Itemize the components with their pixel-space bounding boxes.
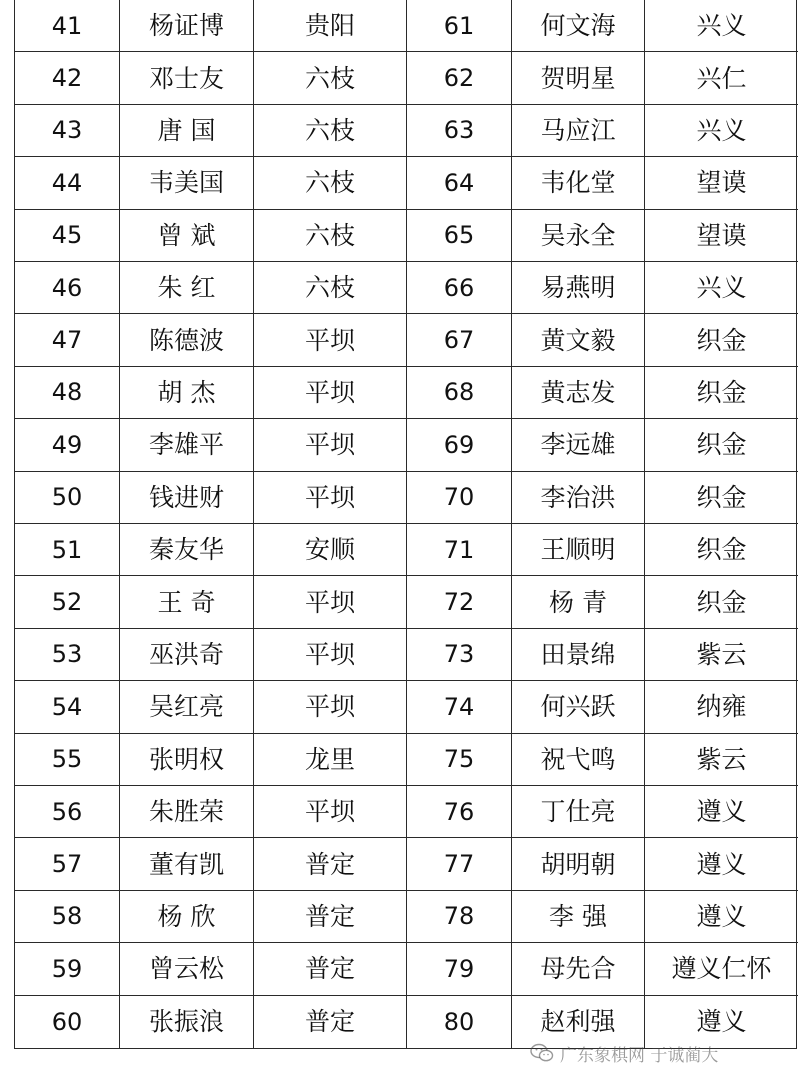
player-place: 平坝 bbox=[254, 576, 407, 628]
player-number: 65 bbox=[407, 210, 512, 262]
player-name: 易燕明 bbox=[512, 262, 645, 314]
player-number: 51 bbox=[15, 524, 120, 576]
player-place: 兴义 bbox=[645, 105, 798, 157]
player-number: 48 bbox=[15, 367, 120, 419]
player-place: 兴义 bbox=[645, 0, 798, 52]
player-number: 72 bbox=[407, 576, 512, 628]
player-name: 李雄平 bbox=[120, 419, 254, 471]
player-place: 六枝 bbox=[254, 52, 407, 104]
player-name: 杨 青 bbox=[512, 576, 645, 628]
player-number: 67 bbox=[407, 314, 512, 366]
player-number: 45 bbox=[15, 210, 120, 262]
player-place: 织金 bbox=[645, 419, 798, 471]
player-name: 何文海 bbox=[512, 0, 645, 52]
player-name: 胡明朝 bbox=[512, 838, 645, 890]
player-place: 六枝 bbox=[254, 262, 407, 314]
player-name: 陈德波 bbox=[120, 314, 254, 366]
player-number: 77 bbox=[407, 838, 512, 890]
player-place: 织金 bbox=[645, 472, 798, 524]
watermark-text: 广东象棋网 于诚蔺大 bbox=[560, 1045, 719, 1066]
player-number: 55 bbox=[15, 734, 120, 786]
player-name: 钱进财 bbox=[120, 472, 254, 524]
player-number: 56 bbox=[15, 786, 120, 838]
player-number: 68 bbox=[407, 367, 512, 419]
player-place: 兴义 bbox=[645, 262, 798, 314]
player-number: 49 bbox=[15, 419, 120, 471]
player-number: 58 bbox=[15, 891, 120, 943]
player-place: 普定 bbox=[254, 891, 407, 943]
player-name: 韦化堂 bbox=[512, 157, 645, 209]
player-place: 遵义 bbox=[696, 1007, 747, 1037]
player-name: 曾云松 bbox=[120, 943, 254, 995]
player-number: 61 bbox=[407, 0, 512, 52]
player-name: 唐 国 bbox=[120, 105, 254, 157]
player-name: 吴红亮 bbox=[120, 681, 254, 733]
player-name: 杨 欣 bbox=[120, 891, 254, 943]
player-name: 张明权 bbox=[120, 734, 254, 786]
player-name: 王 奇 bbox=[120, 576, 254, 628]
player-name: 朱 红 bbox=[120, 262, 254, 314]
player-number: 43 bbox=[15, 105, 120, 157]
wechat-icon bbox=[530, 1043, 554, 1063]
player-name: 吴永全 bbox=[512, 210, 645, 262]
player-name: 母先合 bbox=[512, 943, 645, 995]
player-name: 田景绵 bbox=[512, 629, 645, 681]
player-number: 70 bbox=[407, 472, 512, 524]
player-number: 57 bbox=[15, 838, 120, 890]
player-number: 60 bbox=[15, 996, 120, 1048]
player-name: 曾 斌 bbox=[120, 210, 254, 262]
player-number: 52 bbox=[15, 576, 120, 628]
player-number: 59 bbox=[15, 943, 120, 995]
player-place: 六枝 bbox=[254, 210, 407, 262]
player-place: 织金 bbox=[645, 314, 798, 366]
player-place: 平坝 bbox=[254, 629, 407, 681]
player-number: 50 bbox=[15, 472, 120, 524]
player-place: 普定 bbox=[254, 943, 407, 995]
player-place: 织金 bbox=[645, 576, 798, 628]
player-place: 龙里 bbox=[254, 734, 407, 786]
player-place: 遵义 bbox=[645, 838, 798, 890]
player-place: 望谟 bbox=[645, 157, 798, 209]
player-number: 74 bbox=[407, 681, 512, 733]
player-name: 巫洪奇 bbox=[120, 629, 254, 681]
player-number: 69 bbox=[407, 419, 512, 471]
player-place: 安顺 bbox=[254, 524, 407, 576]
player-place: 遵义 bbox=[645, 891, 798, 943]
player-place: 平坝 bbox=[254, 419, 407, 471]
player-name: 马应江 bbox=[512, 105, 645, 157]
player-place: 望谟 bbox=[645, 210, 798, 262]
player-name: 李治洪 bbox=[512, 472, 645, 524]
player-name: 邓士友 bbox=[120, 52, 254, 104]
player-number: 42 bbox=[15, 52, 120, 104]
player-place: 织金 bbox=[645, 524, 798, 576]
player-number: 79 bbox=[407, 943, 512, 995]
player-place: 平坝 bbox=[254, 367, 407, 419]
player-name: 祝弋鸣 bbox=[512, 734, 645, 786]
player-name: 李远雄 bbox=[512, 419, 645, 471]
player-place: 贵阳 bbox=[254, 0, 407, 52]
player-name: 韦美国 bbox=[120, 157, 254, 209]
player-place: 兴仁 bbox=[645, 52, 798, 104]
player-place: 遵义 bbox=[645, 786, 798, 838]
player-name: 董有凯 bbox=[120, 838, 254, 890]
player-number: 75 bbox=[407, 734, 512, 786]
player-number: 71 bbox=[407, 524, 512, 576]
player-place: 紫云 bbox=[645, 629, 798, 681]
player-place: 遵义仁怀 bbox=[645, 943, 798, 995]
player-number: 76 bbox=[407, 786, 512, 838]
player-number: 80 bbox=[407, 996, 512, 1048]
player-name: 王顺明 bbox=[512, 524, 645, 576]
player-place: 织金 bbox=[645, 367, 798, 419]
player-number: 78 bbox=[407, 891, 512, 943]
player-number: 47 bbox=[15, 314, 120, 366]
player-place: 普定 bbox=[254, 838, 407, 890]
player-number: 53 bbox=[15, 629, 120, 681]
player-place: 平坝 bbox=[254, 681, 407, 733]
player-name: 李 强 bbox=[512, 891, 645, 943]
roster-table bbox=[14, 0, 797, 1049]
player-number: 44 bbox=[15, 157, 120, 209]
player-name: 黄文毅 bbox=[512, 314, 645, 366]
player-number: 66 bbox=[407, 262, 512, 314]
player-place: 平坝 bbox=[254, 472, 407, 524]
player-place: 普定 bbox=[254, 996, 407, 1048]
player-name: 丁仕亮 bbox=[512, 786, 645, 838]
player-place: 紫云 bbox=[645, 734, 798, 786]
player-number: 64 bbox=[407, 157, 512, 209]
player-name: 杨证博 bbox=[120, 0, 254, 52]
player-name: 何兴跃 bbox=[512, 681, 645, 733]
player-name: 贺明星 bbox=[512, 52, 645, 104]
player-number: 54 bbox=[15, 681, 120, 733]
player-number: 62 bbox=[407, 52, 512, 104]
player-name: 朱胜荣 bbox=[120, 786, 254, 838]
player-name: 张振浪 bbox=[120, 996, 254, 1048]
player-name: 赵利强 bbox=[512, 996, 645, 1048]
player-number: 41 bbox=[15, 0, 120, 52]
player-number: 63 bbox=[407, 105, 512, 157]
player-place: 纳雍 bbox=[645, 681, 798, 733]
player-number: 73 bbox=[407, 629, 512, 681]
player-place: 平坝 bbox=[254, 314, 407, 366]
player-name: 秦友华 bbox=[120, 524, 254, 576]
player-name: 黄志发 bbox=[512, 367, 645, 419]
player-number: 46 bbox=[15, 262, 120, 314]
player-place: 平坝 bbox=[254, 786, 407, 838]
player-name: 胡 杰 bbox=[120, 367, 254, 419]
player-place: 六枝 bbox=[254, 157, 407, 209]
player-place: 六枝 bbox=[254, 105, 407, 157]
watermark bbox=[530, 1040, 718, 1066]
